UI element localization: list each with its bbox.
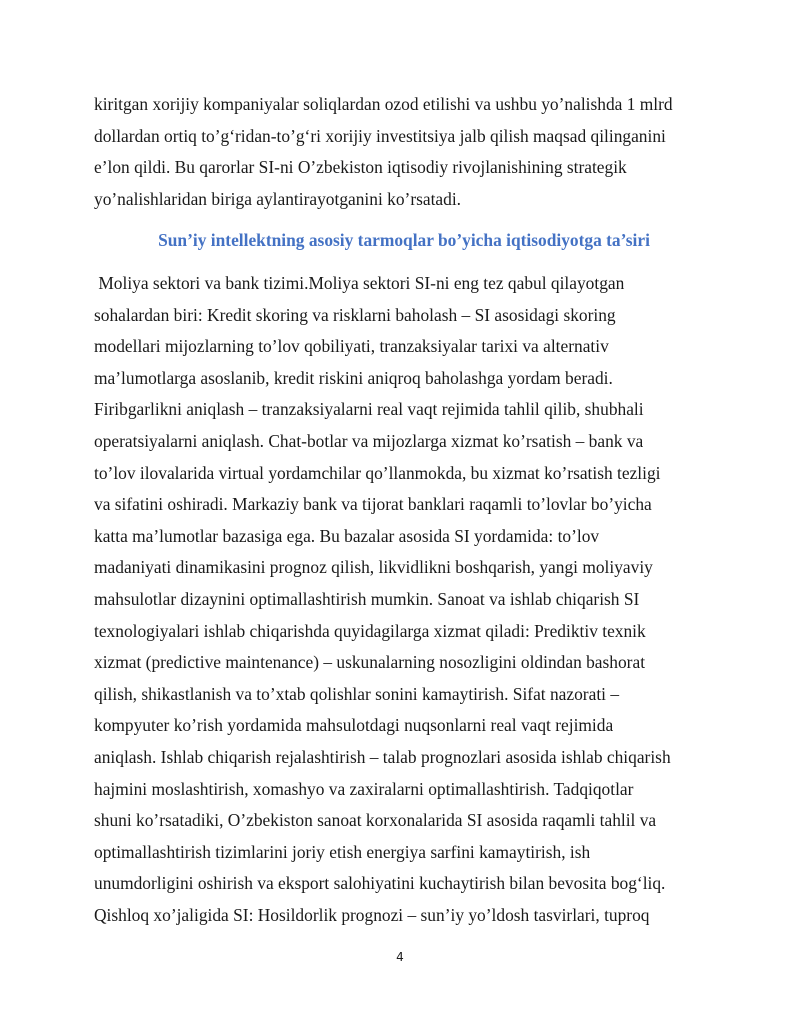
paragraph-line: operatsiyalarni aniqlash. Chat-botlar va mijozlarga xizmat ko’rsatish – bank va	[94, 430, 644, 451]
paragraph-line: dollardan ortiq to’g‘ridan-to’g‘ri xorijiy investitsiya jalb qilish maqsad qilinganini	[94, 125, 666, 146]
paragraph-line: to’lov ilovalarida virtual yordamchilar qo’llanmokda, bu xizmat ko’rsatish tezligi	[94, 462, 661, 483]
paragraph-line: qilish, shikastlanish va to’xtab qolishlar sonini kamaytirish. Sifat nazorati –	[94, 683, 620, 704]
paragraph-line: Moliya sektori va bank tizimi.Moliya sektori SI-ni eng tez qabul qilayotgan	[94, 273, 625, 293]
paragraph-line: unumdorligini oshirish va eksport salohiyatini kuchaytirish bilan bevosita bog‘liq.	[94, 873, 666, 894]
section-heading: Sun’iy intellektning asosiy tarmoqlar bo’yicha iqtisodiyotga ta’siri	[158, 230, 650, 250]
paragraph-line: ma’lumotlarga asoslanib, kredit riskini aniqroq baholashga yordam beradi.	[94, 367, 613, 388]
paragraph-line: modellari mijozlarning to’lov qobiliyati, tranzaksiyalar tarixi va alternativ	[94, 336, 609, 357]
page-number: 4	[396, 950, 404, 964]
paragraph-line: madaniyati dinamikasini prognoz qilish, likvidlikni boshqarish, yangi moliyaviy	[94, 557, 653, 578]
paragraph-line: texnologiyalari ishlab chiqarishda quyidagilarga xizmat qiladi: Prediktiv texnik	[94, 620, 646, 641]
paragraph-2	[94, 268, 714, 931]
paragraph-line: Firibgarlikni aniqlash – tranzaksiyalarni real vaqt rejimida tahlil qilib, shubhali	[94, 399, 644, 420]
paragraph-line: optimallashtirish tizimlarini joriy etish energiya sarfini kamaytirish, ish	[94, 841, 591, 862]
paragraph-line: Qishloq xo’jaligida SI: Hosildorlik prognozi – sun’iy yo’ldosh tasvirlari, tuproq	[94, 904, 650, 925]
paragraph-line: sohalardan biri: Kredit skoring va risklarni baholash – SI asosidagi skoring	[94, 304, 616, 325]
paragraph-line: shuni ko’rsatadiki, O’zbekiston sanoat korxonalarida SI asosida raqamli tahlil va	[94, 810, 657, 831]
paragraph-line: aniqlash. Ishlab chiqarish rejalashtirish – talab prognozlari asosida ishlab chiqarish	[94, 746, 671, 767]
paragraph-line: e’lon qildi. Bu qarorlar SI-ni O’zbekiston iqtisodiy rivojlanishining strategik	[94, 157, 627, 178]
paragraph-1	[94, 89, 714, 215]
paragraph-line: yo’nalishlaridan biriga aylantirayotganini ko’rsatadi.	[94, 188, 462, 209]
paragraph-line: va sifatini oshiradi. Markaziy bank va tijorat banklari raqamli to’lovlar bo’yicha	[94, 494, 652, 515]
paragraph-line: katta ma’lumotlar bazasiga ega. Bu bazalar asosida SI yordamida: to’lov	[94, 525, 600, 546]
paragraph-line: xizmat (predictive maintenance) – uskunalarning nosozligini oldindan bashorat	[94, 652, 646, 673]
paragraph-line: kiritgan xorijiy kompaniyalar soliqlardan ozod etilishi va ushbu yo’nalishda 1 mlrd	[94, 94, 673, 114]
paragraph-line: hajmini moslashtirish, xomashyo va zaxiralarni optimallashtirish. Tadqiqotlar	[94, 778, 634, 799]
paragraph-line: kompyuter ko’rish yordamida mahsulotdagi nuqsonlarni real vaqt rejimida	[94, 715, 614, 736]
paragraph-line: mahsulotlar dizaynini optimallashtirish mumkin. Sanoat va ishlab chiqarish SI	[94, 588, 640, 609]
